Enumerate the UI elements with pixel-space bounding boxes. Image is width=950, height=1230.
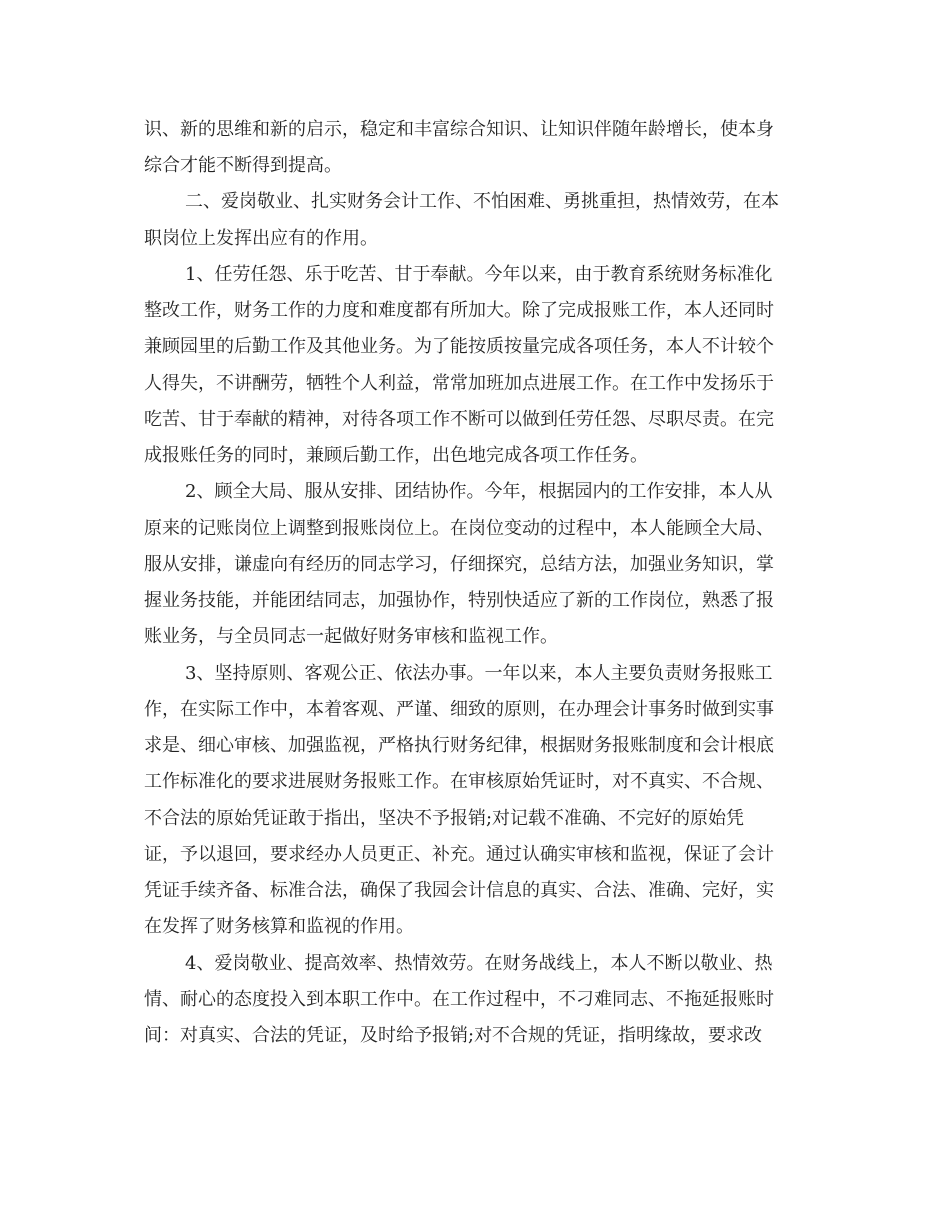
text-line-25: 情、耐心的态度投入到本职工作中。在工作过程中，不刁难同志、不拖延报账时 xyxy=(144,989,774,1010)
text-line-1: 识、新的思维和新的启示，稳定和丰富综合知识、让知识伴随年龄增长，使本身 xyxy=(144,119,774,140)
text-line-15: 账业务，与全员同志一起做好财务审核和监视工作。 xyxy=(144,626,558,647)
text-line-10: 成报账任务的同时，兼顾后勤工作，出色地完成各项工作任务。 xyxy=(144,445,648,466)
text-line-23: 在发挥了财务核算和监视的作用。 xyxy=(144,916,414,937)
text-line-2: 综合才能不断得到提高。 xyxy=(144,155,342,176)
text-line-11: 2、顾全大局、服从安排、团结协作。今年，根据园内的工作安排，本人从 xyxy=(185,481,773,502)
text-line-22: 凭证手续齐备、标准合法，确保了我园会计信息的真实、合法、准确、完好，实 xyxy=(144,880,774,901)
text-line-26: 间：对真实、合法的凭证，及时给予报销;对不合规的凭证，指明缘故，要求改 xyxy=(144,1025,763,1046)
text-line-8: 人得失，不讲酬劳，牺牲个人利益，常常加班加点进展工作。在工作中发扬乐于 xyxy=(144,373,774,394)
text-line-13: 服从安排，谦虚向有经历的同志学习，仔细探究，总结方法，加强业务知识，掌 xyxy=(144,554,774,575)
text-line-9: 吃苦、甘于奉献的精神，对待各项工作不断可以做到任劳任怨、尽职尽责。在完 xyxy=(144,409,774,430)
text-line-20: 不合法的原始凭证敢于指出，坚决不予报销;对记载不准确、不完好的原始凭 xyxy=(144,808,745,829)
text-line-19: 工作标准化的要求进展财务报账工作。在审核原始凭证时，对不真实、不合规、 xyxy=(144,771,774,792)
text-line-6: 整改工作，财务工作的力度和难度都有所加大。除了完成报账工作，本人还同时 xyxy=(144,300,774,321)
text-line-4: 职岗位上发挥出应有的作用。 xyxy=(144,228,378,249)
text-line-17: 作，在实际工作中，本着客观、严谨、细致的原则，在办理会计事务时做到实事 xyxy=(144,699,774,720)
text-line-18: 求是、细心审核、加强监视，严格执行财务纪律，根据财务报账制度和会计根底 xyxy=(144,735,774,756)
text-line-16: 3、坚持原则、客观公正、依法办事。一年以来，本人主要负责财务报账工 xyxy=(185,663,773,684)
text-line-24: 4、爱岗敬业、提高效率、热情效劳。在财务战线上，本人不断以敬业、热 xyxy=(185,953,773,974)
text-line-21: 证，予以退回，要求经办人员更正、补充。通过认确实审核和监视，保证了会计 xyxy=(144,844,774,865)
text-line-5: 1、任劳任怨、乐于吃苦、甘于奉献。今年以来，由于教育系统财务标准化 xyxy=(185,264,773,285)
text-line-7: 兼顾园里的后勤工作及其他业务。为了能按质按量完成各项任务，本人不计较个 xyxy=(144,336,774,357)
text-line-3: 二、爱岗敬业、扎实财务会计工作、不怕困难、勇挑重担，热情效劳，在本 xyxy=(185,191,779,212)
text-line-14: 握业务技能，并能团结同志，加强协作，特别快适应了新的工作岗位，熟悉了报 xyxy=(144,590,774,611)
text-line-12: 原来的记账岗位上调整到报账岗位上。在岗位变动的过程中，本人能顾全大局、 xyxy=(144,518,774,539)
